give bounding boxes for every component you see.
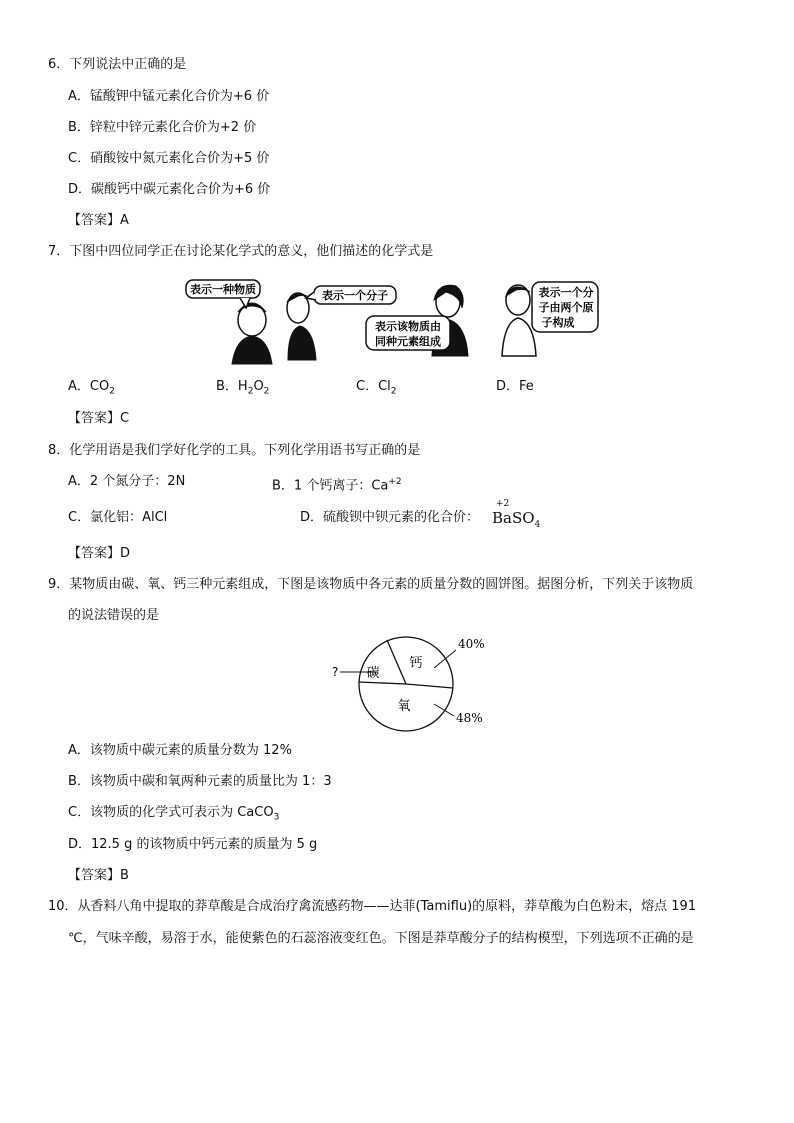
pie-label-carbon: 碳 xyxy=(366,666,380,681)
q9-stem-line-1: 9．某物质由碳、氧、钙三种元素组成，下图是该物质中各元素的质量分数的圆饼图。据图分析，下列关于该物质 xyxy=(48,577,694,592)
pie-percent-calcium: 40% xyxy=(458,637,485,651)
pie-percent-oxygen: 48% xyxy=(456,711,483,725)
bubble-4-line-1: 表示一个分 xyxy=(538,286,594,299)
q9-pie-chart xyxy=(326,632,486,736)
bubble-3-line-2: 同种元素组成 xyxy=(375,335,441,348)
q8-d-charge: +2 xyxy=(496,499,510,509)
q6-option-b: B．锌粒中锌元素化合价为+2 价 xyxy=(68,120,257,135)
q7-option-a: A．$CO_2$ xyxy=(68,379,115,397)
q8-d-formula: BaSO$_4$ xyxy=(492,509,541,530)
q7-illustration xyxy=(180,272,600,368)
q6-stem: 6．下列说法中正确的是 xyxy=(48,57,187,72)
q8-option-b: B．1 个钙离子：$Ca^{+2}$ xyxy=(272,477,402,494)
q9-option-a: A．该物质中碳元素的质量分数为 12% xyxy=(68,743,292,758)
q9-answer: 【答案】B xyxy=(68,868,129,883)
q9-option-d: D．12.5 g 的该物质中钙元素的质量为 5 g xyxy=(68,837,318,852)
student-2-figure xyxy=(287,293,316,360)
q7-stem: 7．下图中四位同学正在讨论某化学式的意义，他们描述的化学式是 xyxy=(48,244,434,259)
q6-answer: 【答案】A xyxy=(68,213,129,228)
pie-unknown-mark: ? xyxy=(332,665,339,679)
q9-option-b: B．该物质中碳和氧两种元素的质量比为 1：3 xyxy=(68,774,332,789)
student-4-figure xyxy=(502,285,536,356)
q8-option-d: D．硫酸钡中钡元素的化合价： xyxy=(300,510,480,525)
bubble-4-line-2: 子由两个原 xyxy=(538,301,594,314)
q8-option-a: A．2 个氮分子：2N xyxy=(68,474,186,489)
q8-stem: 8．化学用语是我们学好化学的工具。下列化学用语书写正确的是 xyxy=(48,443,421,458)
bubble-3-line-1: 表示该物质由 xyxy=(375,320,441,333)
q7-option-d: D．Fe xyxy=(496,379,534,394)
student-1-figure xyxy=(232,303,272,364)
q6-option-a: A．锰酸钾中锰元素化合价为+6 价 xyxy=(68,89,270,104)
q6-option-c: C．硝酸铵中氮元素化合价为+5 价 xyxy=(68,151,270,166)
pie-label-calcium: 钙 xyxy=(409,656,423,671)
q8-answer: 【答案】D xyxy=(68,546,131,561)
q8-option-c: C．氯化铝：AlCl xyxy=(68,510,168,525)
q6-option-d: D．碳酸钙中碳元素化合价为+6 价 xyxy=(68,182,271,197)
bubble-1-text: 表示一种物质 xyxy=(190,283,256,296)
q7-answer: 【答案】C xyxy=(68,411,130,426)
q7-option-c: C．$Cl_2$ xyxy=(356,379,397,397)
q7-option-b: B．$H_2O_2$ xyxy=(216,379,270,397)
pie-label-oxygen: 氧 xyxy=(397,699,411,714)
q10-stem-line-1: 10．从香料八角中提取的莽草酸是合成治疗禽流感药物——达菲(Tamiflu)的原料，莽草酸为白色粉末，熔点 191 xyxy=(48,899,697,914)
bubble-4-line-3: 子构成 xyxy=(541,316,575,329)
q10-stem-line-2: ℃，气味辛酸，易溶于水，能使紫色的石蕊溶液变红色。下图是莽草酸分子的结构模型，下列选项不正确的是 xyxy=(68,931,694,946)
bubble-2-text: 表示一个分子 xyxy=(322,289,388,302)
q9-stem-line-2: 的说法错误的是 xyxy=(68,608,160,623)
q9-option-c: C．该物质的化学式可表示为 CaCO$_3$ xyxy=(68,805,280,823)
